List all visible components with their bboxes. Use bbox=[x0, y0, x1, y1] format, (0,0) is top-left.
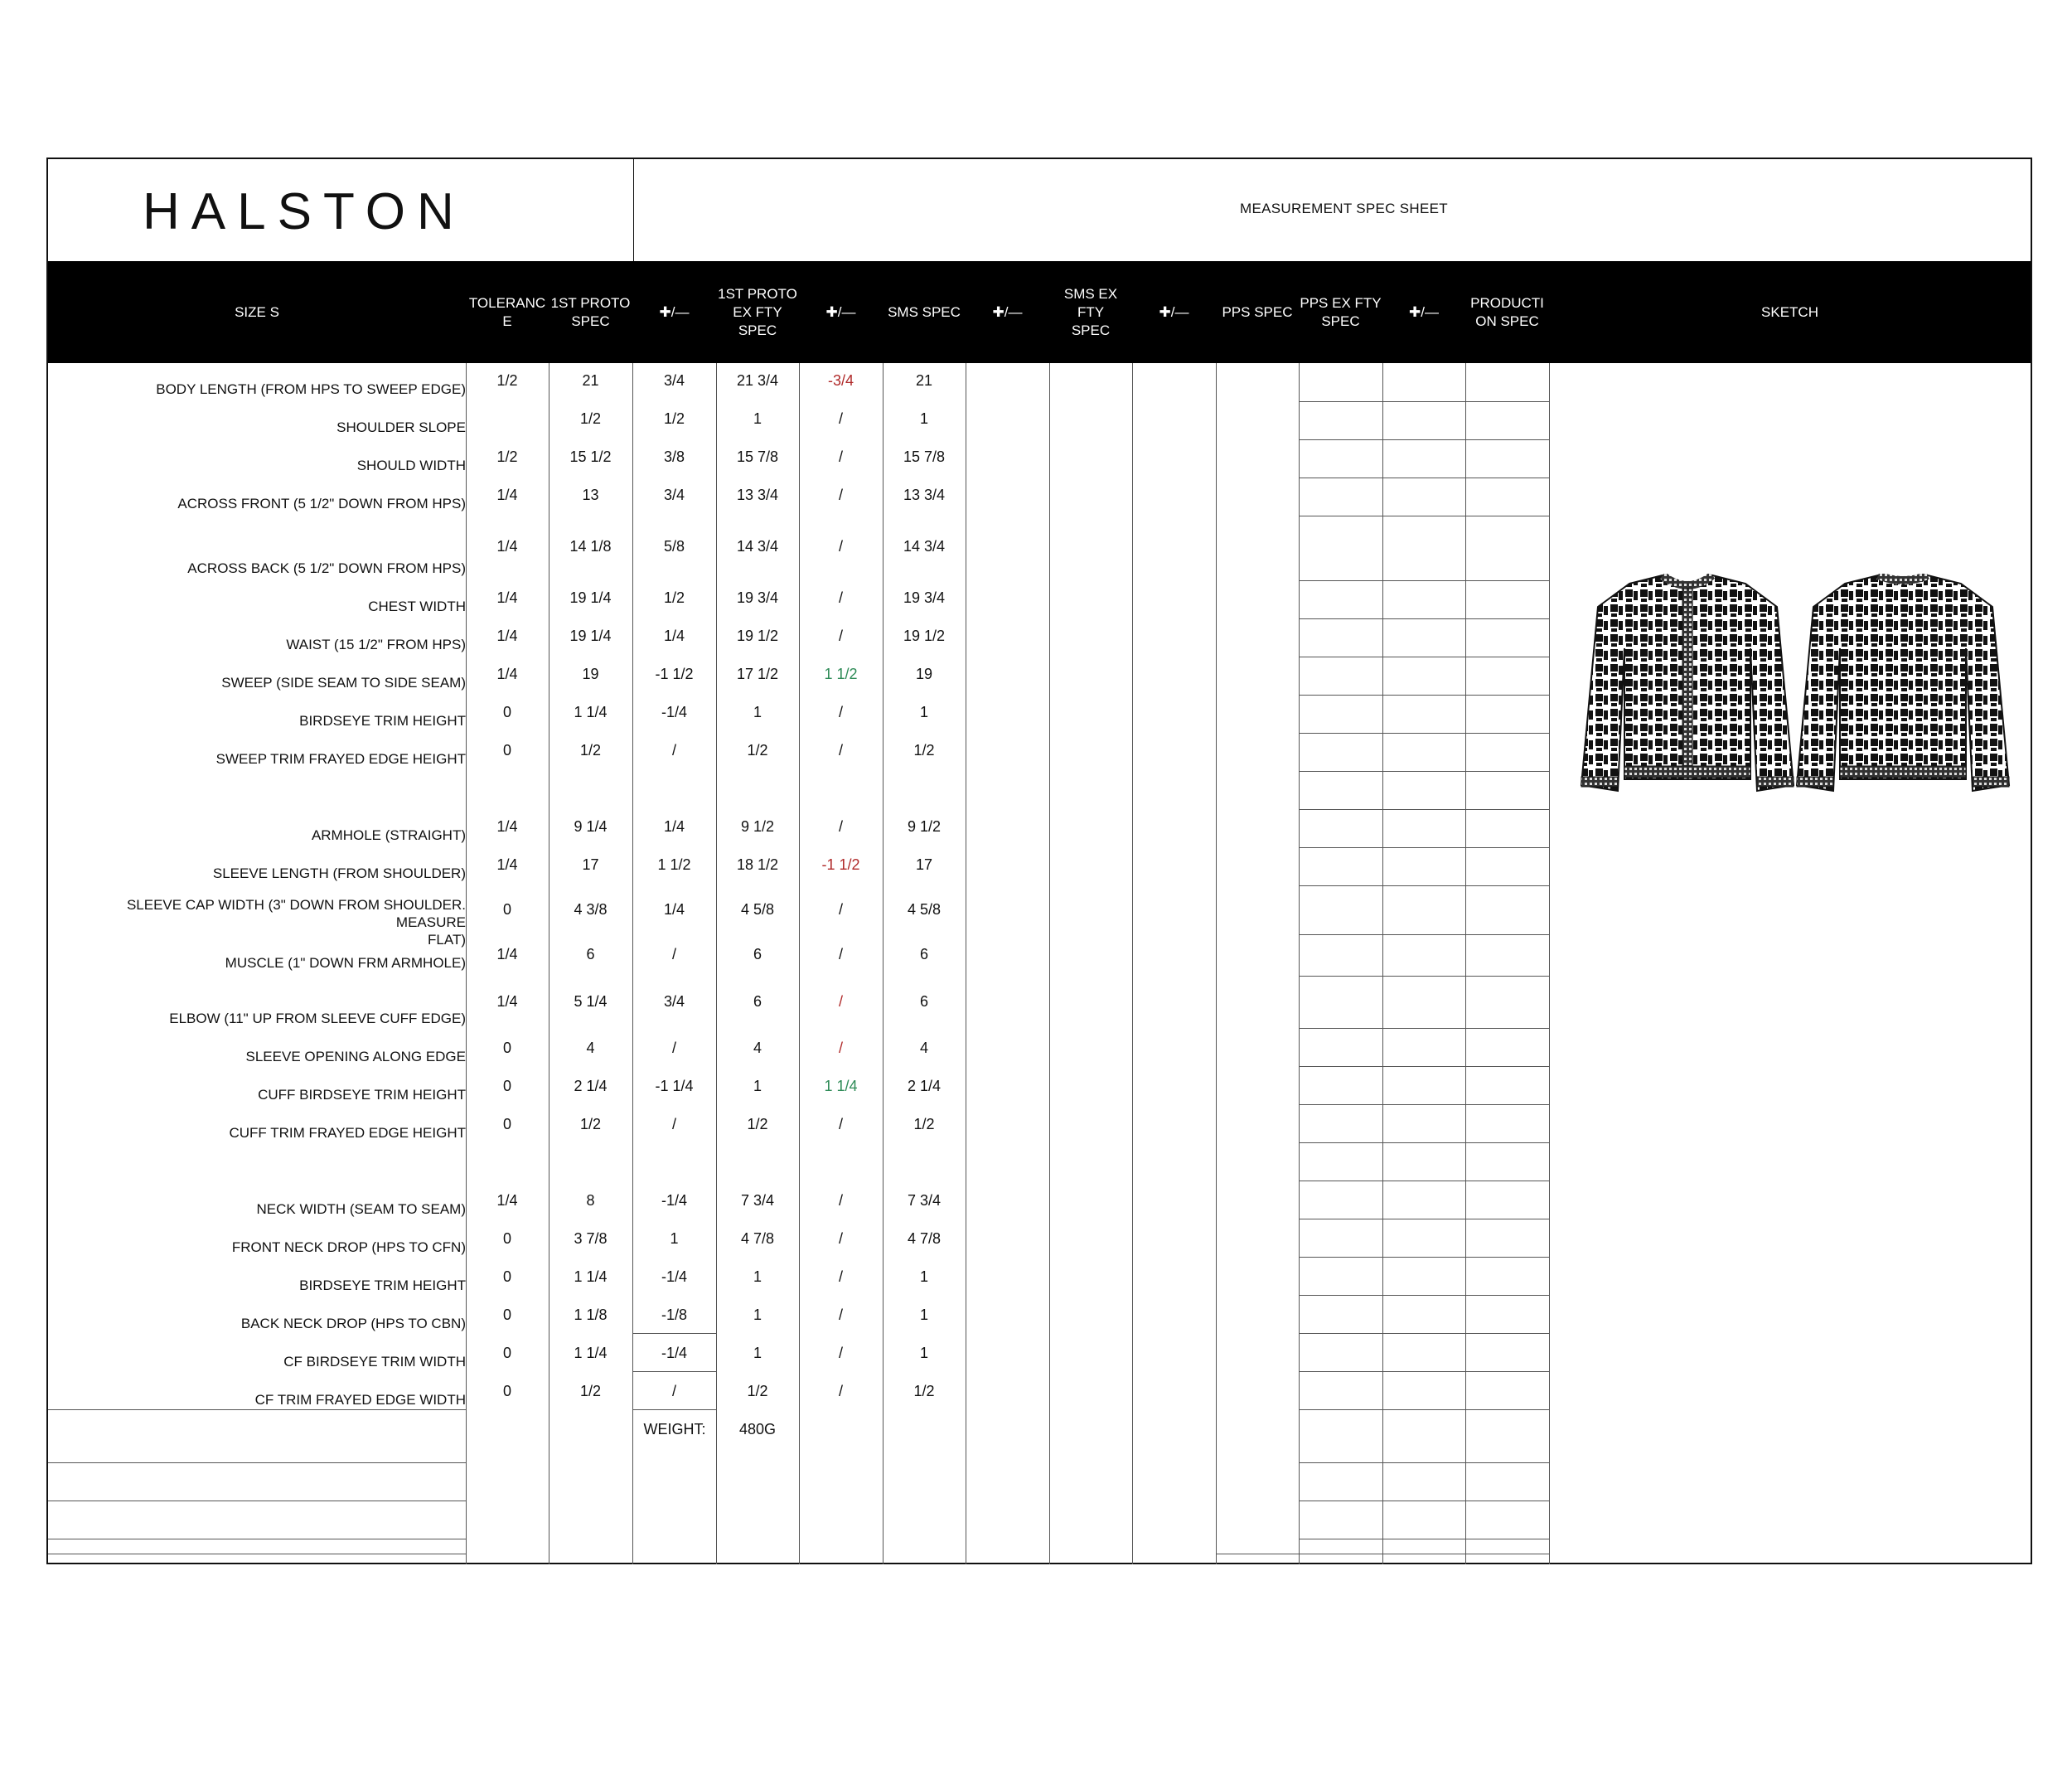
cell-proto: 19 bbox=[582, 666, 599, 682]
cell-proto: 21 bbox=[582, 372, 599, 389]
row-divider bbox=[1299, 1028, 1549, 1029]
cell-sms: 1/2 bbox=[913, 1383, 935, 1399]
column-divider bbox=[1132, 363, 1133, 1564]
cell-tol: 1/4 bbox=[496, 946, 518, 962]
row-label: CHEST WIDTH bbox=[368, 599, 466, 614]
cell-proto: 19 1/4 bbox=[569, 628, 612, 644]
row-divider bbox=[1299, 847, 1549, 848]
row-label: SLEEVE LENGTH (FROM SHOULDER) bbox=[212, 865, 466, 881]
row-label: SLEEVE OPENING ALONG EDGE bbox=[245, 1049, 466, 1064]
header-plus-minus-1: ✚/— bbox=[659, 303, 690, 320]
cell-pm2: / bbox=[838, 1192, 843, 1209]
cell-pm2: / bbox=[838, 1268, 843, 1285]
cell-proto: 15 1/2 bbox=[569, 448, 612, 465]
row-divider bbox=[1299, 1371, 1549, 1372]
cell-pm2: / bbox=[838, 410, 843, 427]
cell-pm1: 1/4 bbox=[663, 901, 685, 918]
row-label: SWEEP TRIM FRAYED EDGE HEIGHT bbox=[215, 751, 466, 767]
cell-pm2: -1 1/2 bbox=[821, 856, 860, 873]
row-divider bbox=[632, 1333, 716, 1334]
row-divider bbox=[1299, 885, 1549, 886]
row-label: BACK NECK DROP (HPS TO CBN) bbox=[240, 1316, 466, 1331]
row-divider bbox=[1299, 1142, 1549, 1143]
header-tolerance: TOLERANC E bbox=[468, 294, 546, 329]
cell-pm1: 1/4 bbox=[663, 628, 685, 644]
cell-pm2: / bbox=[838, 1383, 843, 1399]
row-divider bbox=[1299, 1066, 1549, 1067]
cell-tol: 0 bbox=[502, 1345, 511, 1361]
cell-proto: 13 bbox=[582, 487, 599, 503]
cell-tol: 0 bbox=[502, 1230, 511, 1247]
cell-tol: 1/4 bbox=[496, 666, 518, 682]
cell-pm1: / bbox=[671, 742, 676, 759]
cell-exfty: 14 3/4 bbox=[736, 538, 779, 555]
row-label: SWEEP (SIDE SEAM TO SIDE SEAM) bbox=[221, 675, 466, 691]
cell-pm1: / bbox=[671, 1383, 676, 1399]
cell-exfty: 19 1/2 bbox=[736, 628, 779, 644]
cell-pm2: / bbox=[838, 1230, 843, 1247]
row-divider bbox=[1299, 439, 1549, 440]
row-divider bbox=[632, 1409, 716, 1410]
row-divider bbox=[1299, 1257, 1549, 1258]
cell-pm2: / bbox=[838, 1040, 843, 1056]
cell-tol: 0 bbox=[502, 1307, 511, 1323]
cell-pm2: / bbox=[838, 1116, 843, 1132]
cell-sms: 19 1/2 bbox=[903, 628, 946, 644]
cell-proto: 3 7/8 bbox=[574, 1230, 608, 1247]
cell-sms: 13 3/4 bbox=[903, 487, 946, 503]
header-sms-spec: SMS SPEC bbox=[888, 303, 961, 320]
row-label: CF TRIM FRAYED EDGE WIDTH bbox=[254, 1392, 466, 1408]
row-divider bbox=[1299, 1104, 1549, 1105]
header-plus-minus-2: ✚/— bbox=[825, 303, 856, 320]
row-divider bbox=[1299, 976, 1549, 977]
column-divider bbox=[1382, 363, 1383, 1564]
row-divider bbox=[1299, 618, 1549, 619]
cell-proto: 4 3/8 bbox=[574, 901, 608, 918]
spec-sheet bbox=[46, 158, 2032, 1564]
row-label: MUSCLE (1" DOWN FRM ARMHOLE) bbox=[225, 955, 466, 971]
column-divider bbox=[1049, 363, 1050, 1564]
row-divider bbox=[1299, 809, 1549, 810]
cell-sms: 1 bbox=[919, 704, 928, 720]
row-label: BIRDSEYE TRIM HEIGHT bbox=[299, 713, 466, 729]
row-label: ACROSS FRONT (5 1/2" DOWN FROM HPS) bbox=[177, 496, 466, 511]
column-divider bbox=[1216, 363, 1217, 1564]
cell-pm2: 1 1/2 bbox=[824, 666, 858, 682]
cell-proto: 1/2 bbox=[579, 410, 602, 427]
cell-pm1: 1/2 bbox=[663, 589, 685, 606]
cell-exfty: 6 bbox=[753, 993, 762, 1010]
row-divider bbox=[48, 1462, 466, 1463]
cell-tol: 1/4 bbox=[496, 993, 518, 1010]
cell-proto: 14 1/8 bbox=[569, 538, 612, 555]
row-label: NECK WIDTH (SEAM TO SEAM) bbox=[256, 1201, 466, 1217]
cell-proto: 2 1/4 bbox=[574, 1078, 608, 1094]
cell-proto: 17 bbox=[582, 856, 599, 873]
cell-pm1: -1/4 bbox=[661, 704, 688, 720]
header-pps-spec: PPS SPEC bbox=[1222, 303, 1293, 320]
cell-pm1: -1/4 bbox=[661, 1192, 688, 1209]
row-divider bbox=[1299, 695, 1549, 696]
cell-sms: 1/2 bbox=[913, 1116, 935, 1132]
cell-tol: 0 bbox=[502, 1078, 511, 1094]
cell-exfty: 1 bbox=[753, 1078, 762, 1094]
cell-exfty: 1 bbox=[753, 1345, 762, 1361]
cell-exfty: 1/2 bbox=[747, 742, 768, 759]
row-label: BIRDSEYE TRIM HEIGHT bbox=[299, 1278, 466, 1293]
cell-proto: 1 1/4 bbox=[574, 1345, 608, 1361]
header-proto-spec: 1ST PROTO SPEC bbox=[550, 294, 631, 329]
header-sketch: SKETCH bbox=[1761, 303, 1818, 320]
column-divider bbox=[1549, 363, 1550, 1564]
cell-exfty: 13 3/4 bbox=[736, 487, 779, 503]
cell-exfty: 1 bbox=[753, 1307, 762, 1323]
cell-tol: 0 bbox=[502, 704, 511, 720]
header-plus-minus-3: ✚/— bbox=[992, 303, 1023, 320]
cell-sms: 1 bbox=[919, 1345, 928, 1361]
header-production-spec: PRODUCTI ON SPEC bbox=[1470, 294, 1544, 329]
row-label: CF BIRDSEYE TRIM WIDTH bbox=[283, 1354, 466, 1370]
cell-pm1: -1 1/2 bbox=[655, 666, 694, 682]
row-label: SLEEVE CAP WIDTH (3" DOWN FROM SHOULDER. MEASURE FLAT) bbox=[126, 897, 466, 948]
cell-exfty: 1/2 bbox=[747, 1383, 768, 1399]
cell-sms: 15 7/8 bbox=[903, 448, 946, 465]
cell-sms: 1 bbox=[919, 410, 928, 427]
cell-sms: 2 1/4 bbox=[907, 1078, 942, 1094]
cell-exfty: 1/2 bbox=[747, 1116, 768, 1132]
row-divider bbox=[1299, 1295, 1549, 1296]
column-divider bbox=[1465, 363, 1466, 1564]
cell-proto: 8 bbox=[586, 1192, 595, 1209]
cell-tol: 1/2 bbox=[496, 448, 518, 465]
cell-pm2: / bbox=[838, 993, 843, 1010]
cell-pm1: -1 1/4 bbox=[655, 1078, 694, 1094]
cell-sms: 1 bbox=[919, 1268, 928, 1285]
cell-tol: 1/4 bbox=[496, 1192, 518, 1209]
cell-proto: 1/2 bbox=[579, 742, 602, 759]
cell-exfty: 9 1/2 bbox=[740, 818, 775, 835]
row-label: SHOULD WIDTH bbox=[356, 458, 466, 473]
row-label: CUFF BIRDSEYE TRIM HEIGHT bbox=[258, 1087, 466, 1103]
cell-exfty: 4 7/8 bbox=[740, 1230, 775, 1247]
cell-sms: 4 7/8 bbox=[907, 1230, 942, 1247]
cell-exfty: 15 7/8 bbox=[736, 448, 779, 465]
cell-sms: 9 1/2 bbox=[907, 818, 942, 835]
cell-tol: 0 bbox=[502, 742, 511, 759]
column-divider bbox=[1299, 363, 1300, 1564]
brand-logo: HALSTON bbox=[143, 183, 466, 240]
header-plus-minus-5: ✚/— bbox=[1409, 303, 1439, 320]
cell-pm2: / bbox=[838, 448, 843, 465]
cell-pm1: 1 bbox=[670, 1230, 679, 1247]
cell-tol: 0 bbox=[502, 1116, 511, 1132]
cell-tol: 1/4 bbox=[496, 589, 518, 606]
cell-pm2: / bbox=[838, 742, 843, 759]
cell-sms: 4 bbox=[919, 1040, 928, 1056]
row-label: WAIST (15 1/2" FROM HPS) bbox=[286, 637, 466, 652]
cell-pm2: / bbox=[838, 1307, 843, 1323]
row-label: ACROSS BACK (5 1/2" DOWN FROM HPS) bbox=[187, 560, 466, 576]
cell-pm2: / bbox=[838, 589, 843, 606]
header-size: SIZE S bbox=[235, 303, 279, 320]
cardigan-back-sketch bbox=[1795, 574, 2011, 810]
cell-tol: 1/4 bbox=[496, 628, 518, 644]
cell-tol: 1/4 bbox=[496, 487, 518, 503]
cell-proto: 9 1/4 bbox=[574, 818, 608, 835]
cell-pm1: -1/4 bbox=[661, 1268, 688, 1285]
cell-pm2: / bbox=[838, 818, 843, 835]
cell-sms: 17 bbox=[915, 856, 933, 873]
row-label: ARMHOLE (STRAIGHT) bbox=[311, 827, 466, 843]
cell-pm2: / bbox=[838, 1345, 843, 1361]
header-plus-minus-4: ✚/— bbox=[1159, 303, 1189, 320]
cell-pm2: / bbox=[838, 628, 843, 644]
cell-exfty: 17 1/2 bbox=[736, 666, 779, 682]
cell-proto: 1 1/8 bbox=[574, 1307, 608, 1323]
row-divider bbox=[632, 1371, 716, 1372]
cell-pm1: / bbox=[671, 946, 676, 962]
cell-tol: 1/4 bbox=[496, 538, 518, 555]
row-divider bbox=[1299, 733, 1549, 734]
row-label: BODY LENGTH (FROM HPS TO SWEEP EDGE) bbox=[156, 381, 466, 397]
row-divider bbox=[1299, 1462, 1549, 1463]
cell-sms: 19 bbox=[915, 666, 933, 682]
weight-label: WEIGHT: bbox=[643, 1421, 706, 1438]
row-label: SHOULDER SLOPE bbox=[336, 419, 466, 435]
sheet-title: MEASUREMENT SPEC SHEET bbox=[1240, 201, 1448, 216]
cell-proto: 1 1/4 bbox=[574, 704, 608, 720]
cell-sms: 21 bbox=[915, 372, 933, 389]
cell-proto: 1/2 bbox=[579, 1383, 602, 1399]
cell-tol: 1/4 bbox=[496, 856, 518, 873]
row-divider bbox=[1299, 934, 1549, 935]
cell-pm2: / bbox=[838, 946, 843, 962]
cell-proto: 19 1/4 bbox=[569, 589, 612, 606]
cell-sms: 14 3/4 bbox=[903, 538, 946, 555]
cell-tol: 1/4 bbox=[496, 818, 518, 835]
row-divider bbox=[1299, 1409, 1549, 1410]
cell-sms: 1/2 bbox=[913, 742, 935, 759]
cell-tol: 1/2 bbox=[496, 372, 518, 389]
cell-proto: 5 1/4 bbox=[574, 993, 608, 1010]
row-divider bbox=[1299, 401, 1549, 402]
cell-exfty: 4 bbox=[753, 1040, 762, 1056]
cell-tol: 0 bbox=[502, 1268, 511, 1285]
cell-exfty: 7 3/4 bbox=[740, 1192, 775, 1209]
cell-pm2: / bbox=[838, 487, 843, 503]
cell-exfty: 21 3/4 bbox=[736, 372, 779, 389]
cell-pm1: -1/4 bbox=[661, 1345, 688, 1361]
cell-pm2: / bbox=[838, 704, 843, 720]
cell-pm1: 3/4 bbox=[663, 372, 685, 389]
cell-exfty: 19 3/4 bbox=[736, 589, 779, 606]
cell-pm1: 3/4 bbox=[663, 487, 685, 503]
cell-sms: 19 3/4 bbox=[903, 589, 946, 606]
cell-pm1: / bbox=[671, 1116, 676, 1132]
cell-sms: 1 bbox=[919, 1307, 928, 1323]
cell-sms: 6 bbox=[919, 946, 928, 962]
cell-pm2: -3/4 bbox=[827, 372, 854, 389]
row-label: ELBOW (11" UP FROM SLEEVE CUFF EDGE) bbox=[169, 1011, 466, 1026]
row-label: CUFF TRIM FRAYED EDGE HEIGHT bbox=[229, 1125, 466, 1141]
cell-exfty: 1 bbox=[753, 704, 762, 720]
cell-pm2: / bbox=[838, 538, 843, 555]
cell-sms: 6 bbox=[919, 993, 928, 1010]
cell-pm1: 1/4 bbox=[663, 818, 685, 835]
header-sms-exfty: SMS EX FTY SPEC bbox=[1063, 285, 1118, 338]
cell-exfty: 4 5/8 bbox=[740, 901, 775, 918]
cell-proto: 4 bbox=[586, 1040, 595, 1056]
header-pps-exfty: PPS EX FTY SPEC bbox=[1300, 294, 1382, 329]
cell-sms: 7 3/4 bbox=[907, 1192, 942, 1209]
row-divider bbox=[1299, 580, 1549, 581]
cell-exfty: 1 bbox=[753, 410, 762, 427]
cell-pm2: 1 1/4 bbox=[824, 1078, 858, 1094]
row-divider bbox=[1299, 771, 1549, 772]
cell-pm1: / bbox=[671, 1040, 676, 1056]
cell-tol: 0 bbox=[502, 1383, 511, 1399]
cell-sms: 4 5/8 bbox=[907, 901, 942, 918]
row-label: FRONT NECK DROP (HPS TO CFN) bbox=[231, 1239, 466, 1255]
weight-value: 480G bbox=[738, 1421, 777, 1438]
row-divider bbox=[48, 1409, 466, 1410]
cell-proto: 1 1/4 bbox=[574, 1268, 608, 1285]
cell-pm1: -1/8 bbox=[661, 1307, 688, 1323]
cell-proto: 1/2 bbox=[579, 1116, 602, 1132]
cell-tol: 0 bbox=[502, 1040, 511, 1056]
cell-tol: 0 bbox=[502, 901, 511, 918]
cell-exfty: 1 bbox=[753, 1268, 762, 1285]
cell-pm1: 1 1/2 bbox=[657, 856, 691, 873]
row-divider bbox=[1299, 1333, 1549, 1334]
cell-pm1: 1/2 bbox=[663, 410, 685, 427]
cell-proto: 6 bbox=[586, 946, 595, 962]
cell-exfty: 18 1/2 bbox=[736, 856, 779, 873]
cell-pm2: / bbox=[838, 901, 843, 918]
cell-exfty: 6 bbox=[753, 946, 762, 962]
cell-pm1: 3/8 bbox=[663, 448, 685, 465]
cardigan-front-sketch bbox=[1580, 574, 1795, 810]
cell-pm1: 5/8 bbox=[663, 538, 685, 555]
header-proto-exfty: 1ST PROTO EX FTY SPEC bbox=[718, 285, 797, 338]
cell-pm1: 3/4 bbox=[663, 993, 685, 1010]
